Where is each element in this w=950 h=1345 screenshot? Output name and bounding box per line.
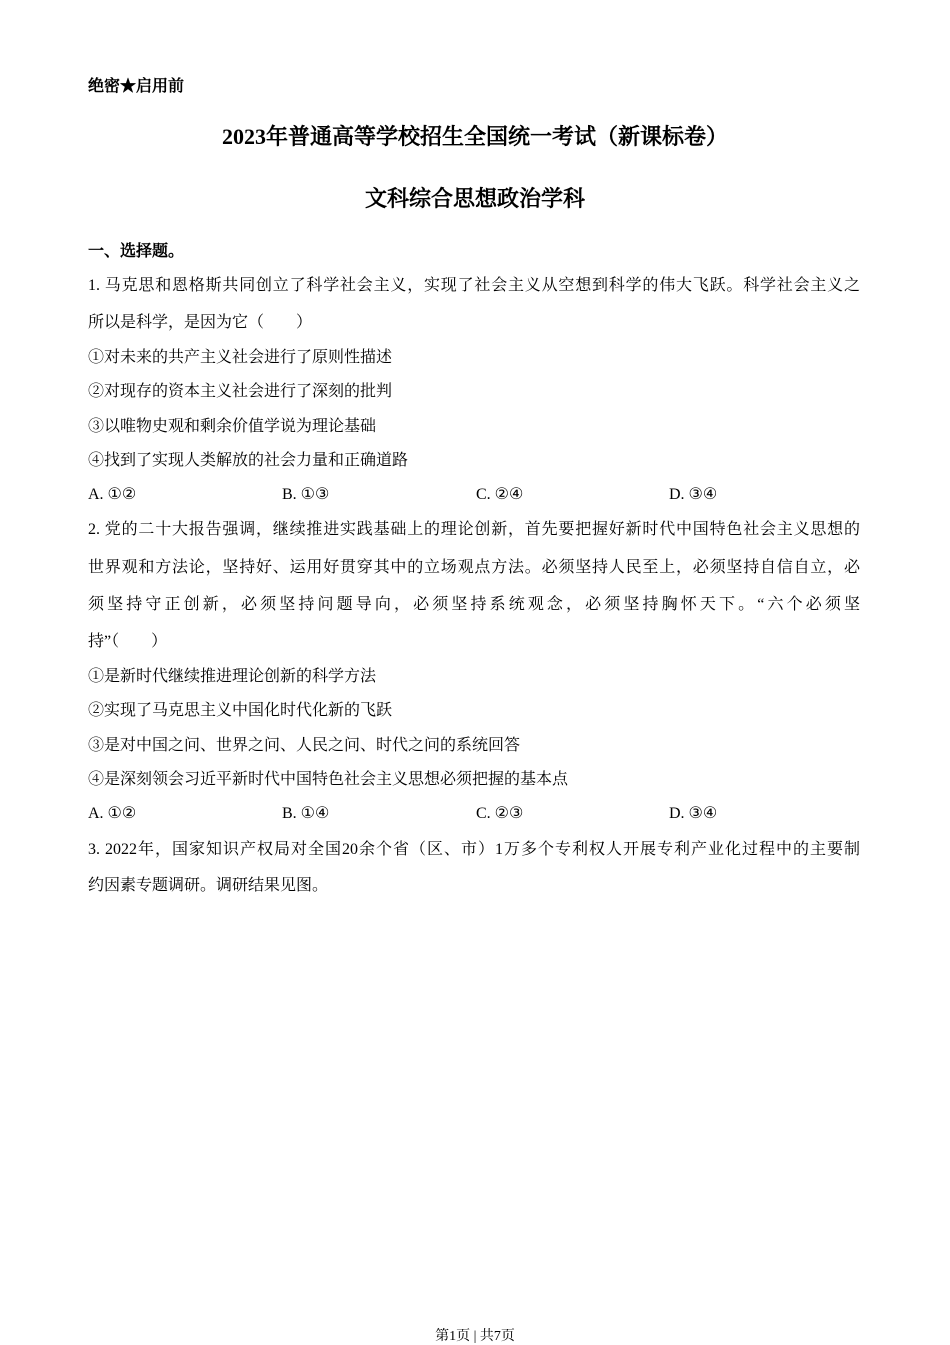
q1-statement: ③以唯物史观和剩余价值学说为理论基础: [88, 418, 377, 435]
q3-stem-line: 约因素专题调研。调研结果见图。: [88, 877, 329, 894]
q1-option-b: B. ①③: [282, 486, 330, 503]
q2-statement: ④是深刻领会习近平新时代中国特色社会主义思想必须把握的基本点: [88, 771, 569, 788]
q2-statement: ③是对中国之问、世界之问、人民之问、时代之问的系统回答: [88, 737, 521, 754]
q2-option-c: C. ②③: [476, 805, 524, 822]
page-footer: 第1页 | 共7页: [435, 1329, 515, 1344]
q1-option-c: C. ②④: [476, 486, 524, 503]
exam-title: 2023年普通高等学校招生全国统一考试（新课标卷）: [221, 124, 728, 149]
q2-statement: ①是新时代继续推进理论创新的科学方法: [88, 668, 377, 685]
q1-option-a: A. ①②: [88, 486, 137, 503]
exam-subtitle: 文科综合思想政治学科: [364, 186, 585, 211]
q2-stem-line: 2. 党的二十大报告强调，继续推进实践基础上的理论创新，首先要把握好新时代中国特色社会主义思想的: [88, 521, 860, 538]
q2-stem-line: 须坚持守正创新，必须坚持问题导向，必须坚持系统观念，必须坚持胸怀天下。“六个必须坚: [88, 596, 860, 613]
q1-stem-line: 1. 马克思和恩格斯共同创立了科学社会主义，实现了社会主义从空想到科学的伟大飞跃。科学社会主义之: [88, 277, 860, 294]
q2-option-a: A. ①②: [88, 805, 137, 822]
q1-statement: ①对未来的共产主义社会进行了原则性描述: [88, 349, 393, 366]
q2-statement: ②实现了马克思主义中国化时代化新的飞跃: [88, 702, 393, 719]
section-heading: 一、选择题。: [88, 243, 185, 260]
q1-stem-line: 所以是科学，是因为它（ ）: [88, 314, 313, 331]
q2-option-b: B. ①④: [282, 805, 330, 822]
q2-option-d: D. ③④: [669, 805, 718, 822]
q1-option-d: D. ③④: [669, 486, 718, 503]
q2-stem-line: 持”（ ）: [88, 633, 168, 650]
q3-stem-line: 3. 2022年，国家知识产权局对全国20余个省（区、市）1万多个专利权人开展专利产业化过程中的主要制: [88, 841, 860, 858]
q1-statement: ②对现存的资本主义社会进行了深刻的批判: [88, 383, 393, 400]
q2-stem-line: 世界观和方法论，坚持好、运用好贯穿其中的立场观点方法。必须坚持人民至上，必须坚持自信自立，必: [88, 559, 860, 576]
confidential-label: 绝密★启用前: [88, 78, 185, 95]
q1-statement: ④找到了实现人类解放的社会力量和正确道路: [88, 452, 409, 469]
